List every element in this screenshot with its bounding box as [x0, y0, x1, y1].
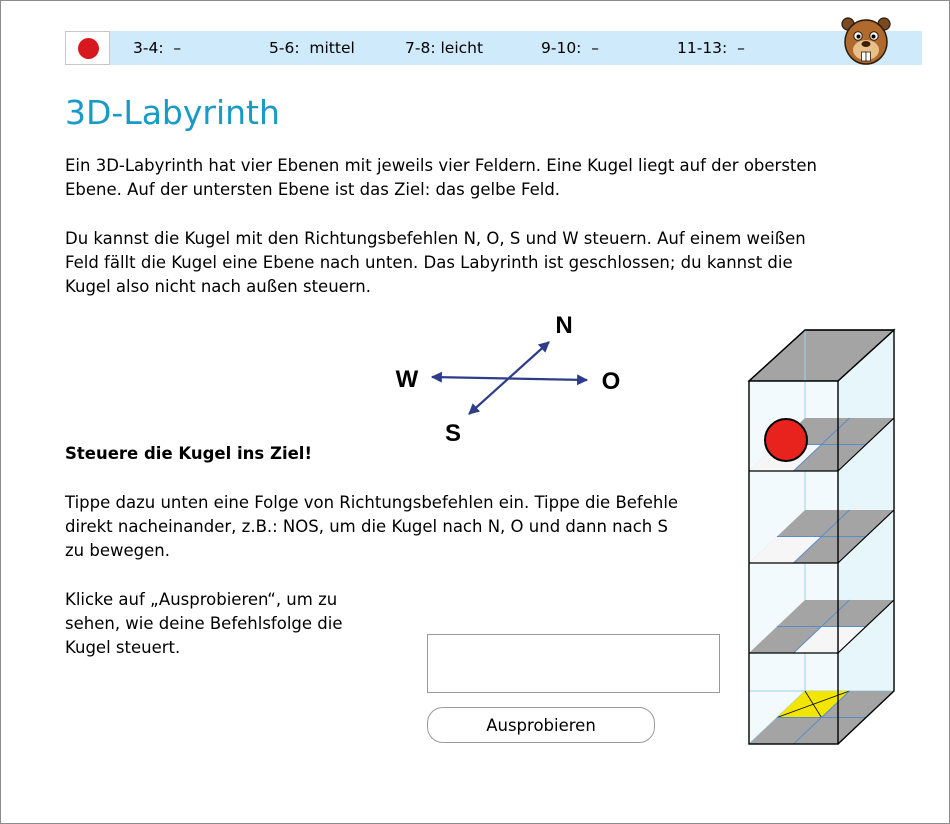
red-ball-icon: [765, 419, 807, 461]
intro-paragraph-2: Du kannst die Kugel mit den Richtungsbefehlen N, O, S und W steuern. Auf einem weißen Feld fällt die Kugel eine Ebene nach unten. Das Labyrinth ist geschlossen; du kannst die Kugel also nicht nach außen steuern.: [65, 229, 806, 296]
beaver-mascot-icon: [837, 14, 895, 70]
task-paragraph-1: Tippe dazu unten eine Folge von Richtungsbefehlen ein. Tippe die Befehle direkt nacheinander, z.B.: NOS, um die Kugel nach N, O und dann nach S zu bewegen.: [65, 493, 679, 560]
try-button[interactable]: Ausprobieren: [427, 707, 655, 743]
task-paragraph-2: Klicke auf „Ausprobieren“, um zu sehen, wie deine Befehlsfolge die Kugel steuert.: [65, 590, 343, 657]
compass-s-label: S: [444, 420, 462, 447]
labyrinth-3d-tower: [745, 325, 900, 750]
intro-paragraph-1: Ein 3D-Labyrinth hat vier Ebenen mit jeweils vier Feldern. Eine Kugel liegt auf der obersten Ebene. Auf der untersten Ebene ist das Ziel: das gelbe Feld.: [65, 156, 817, 199]
task-heading: Steuere die Kugel ins Ziel!: [65, 444, 312, 463]
age-group-11-13: 11-13: –: [677, 39, 745, 57]
compass-o-label: O: [601, 368, 621, 395]
country-flag-icon: [65, 31, 110, 65]
age-group-3-4: 3-4: –: [133, 39, 182, 57]
compass-w-label: W: [395, 366, 419, 393]
age-group-bar: [65, 31, 922, 65]
command-sequence-input[interactable]: [427, 634, 720, 693]
age-group-9-10: 9-10: –: [541, 39, 600, 57]
compass-arrows-icon: [385, 307, 635, 447]
compass-n-label: N: [555, 312, 573, 339]
age-group-7-8: 7-8: leicht: [405, 39, 484, 57]
task-title: 3D-Labyrinth: [65, 93, 280, 132]
age-group-5-6: 5-6: mittel: [269, 39, 355, 57]
